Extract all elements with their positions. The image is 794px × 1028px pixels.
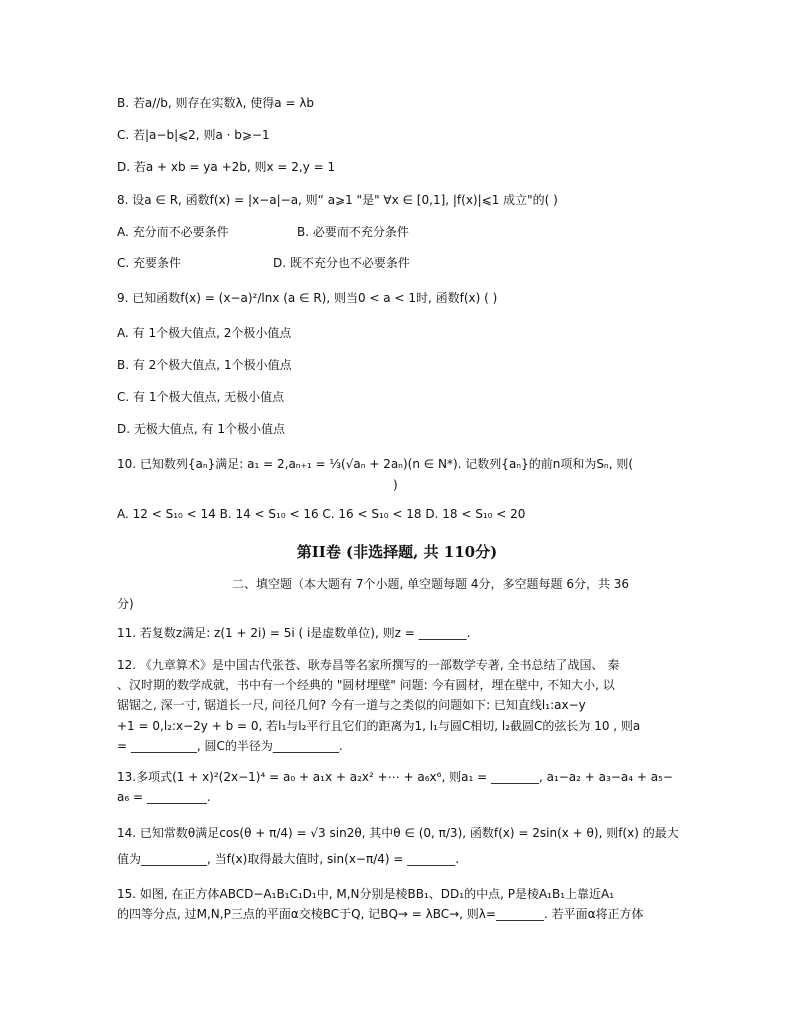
q10-stem-paren: ) [393, 478, 398, 492]
q8-option-b: B. 必要而不充分条件 [297, 225, 409, 239]
q7-option-d: D. 若a + xb = ya +2b, 则x = 2,y = 1 [117, 160, 336, 174]
q9-option-c: C. 有 1个极大值点, 无极小值点 [117, 390, 285, 404]
q13-line-2: a₆ = __________. [117, 790, 211, 804]
q10-options: A. 12 < S₁₀ < 14 B. 14 < S₁₀ < 16 C. 16 < S₁₀ < 18 D. 18 < S₁₀ < 20 [117, 507, 526, 521]
q15-line-2: 的四等分点, 过M,N,P三点的平面α交棱BC于Q, 记BQ→ = λBC→, 则λ=________. 若平面α将正方体 [117, 907, 644, 921]
q9-stem: 9. 已知函数f(x) = (x−a)²/lnx (a ∈ R), 则当0 < a < 1时, 函数f(x) ( ) [117, 291, 498, 305]
q7-option-b: B. 若a//b, 则存在实数λ, 使得a = λb [117, 96, 315, 110]
q10-stem: 10. 已知数列{aₙ}满足: a₁ = 2,aₙ₊₁ = ⅓(√aₙ + 2aₙ)(n ∈ N*). 记数列{aₙ}的前n项和为Sₙ, 则( [117, 457, 634, 471]
q9-option-a: A. 有 1个极大值点, 2个极小值点 [117, 326, 292, 340]
q8-stem: 8. 设a ∈ R, 函数f(x) = |x−a|−a, 则“ a⩾1 "是" ∀x ∈ [0,1], |f(x)|⩽1 成立"的( ) [117, 193, 558, 207]
q14-line-2: 值为___________, 当f(x)取得最大值时, sin(x−π/4) = ________. [117, 852, 460, 866]
q12-line-5: = ___________, 圆C的半径为___________. [117, 739, 343, 753]
q13-line-1: 13.多项式(1 + x)²(2x−1)⁴ = a₀ + a₁x + a₂x² +⋯ + a₆x⁶, 则a₁ = ________, a₁−a₂ + a₃−a₄ + a₅− [117, 770, 673, 784]
q12-line-2: 、汉时期的数学成就，书中有一个经典的 "圆材埋壁" 问题: 今有圆材，埋在壁中, 不知大小, 以 [117, 678, 615, 692]
q7-option-c: C. 若|a−b|⩽2, 则a · b⩾−1 [117, 128, 270, 142]
q8-option-c: C. 充要条件 [117, 256, 182, 270]
q9-option-b: B. 有 2个极大值点, 1个极小值点 [117, 358, 292, 372]
q15-line-1: 15. 如图, 在正方体ABCD−A₁B₁C₁D₁中, M,N分别是棱BB₁、DD₁的中点, P是棱A₁B₁上靠近A₁ [117, 887, 615, 901]
q12-line-4: +1 = 0,l₂:x−2y + b = 0, 若l₁与l₂平行且它们的距离为1, l₁与圆C相切, l₂截圆C的弦长为 10 , 则a [117, 719, 641, 733]
q8-option-a: A. 充分而不必要条件 [117, 225, 229, 239]
q12-line-3: 锯锯之, 深一寸, 锯道长一尺, 问径几何? 今有一道与之类似的问题如下: 已知直线l₁:ax−y [117, 698, 586, 712]
q14-line-1: 14. 已知常数θ满足cos(θ + π/4) = √3 sin2θ, 其中θ ∈ (0, π/3), 函数f(x) = 2sin(x + θ), 则f(x) 的最大 [117, 826, 679, 840]
fill-blank-heading-cont: 分) [117, 597, 134, 611]
q12-line-1: 12. 《九章算术》是中国古代张苍、耿寿昌等名家所撰写的一部数学专著, 全书总结了战国、 秦 [117, 658, 620, 672]
fill-blank-heading: 二、填空题（本大题有 7个小题, 单空题每题 4分，多空题每题 6分，共 36 [232, 577, 630, 591]
q9-option-d: D. 无极大值点, 有 1个极小值点 [117, 422, 285, 436]
section-title: 第II卷 (非选择题, 共 110分) [296, 543, 498, 561]
q11-stem: 11. 若复数z满足: z(1 + 2i) = 5i ( i是虚数单位), 则z = ________. [117, 626, 471, 640]
q8-option-d: D. 既不充分也不必要条件 [273, 256, 410, 270]
